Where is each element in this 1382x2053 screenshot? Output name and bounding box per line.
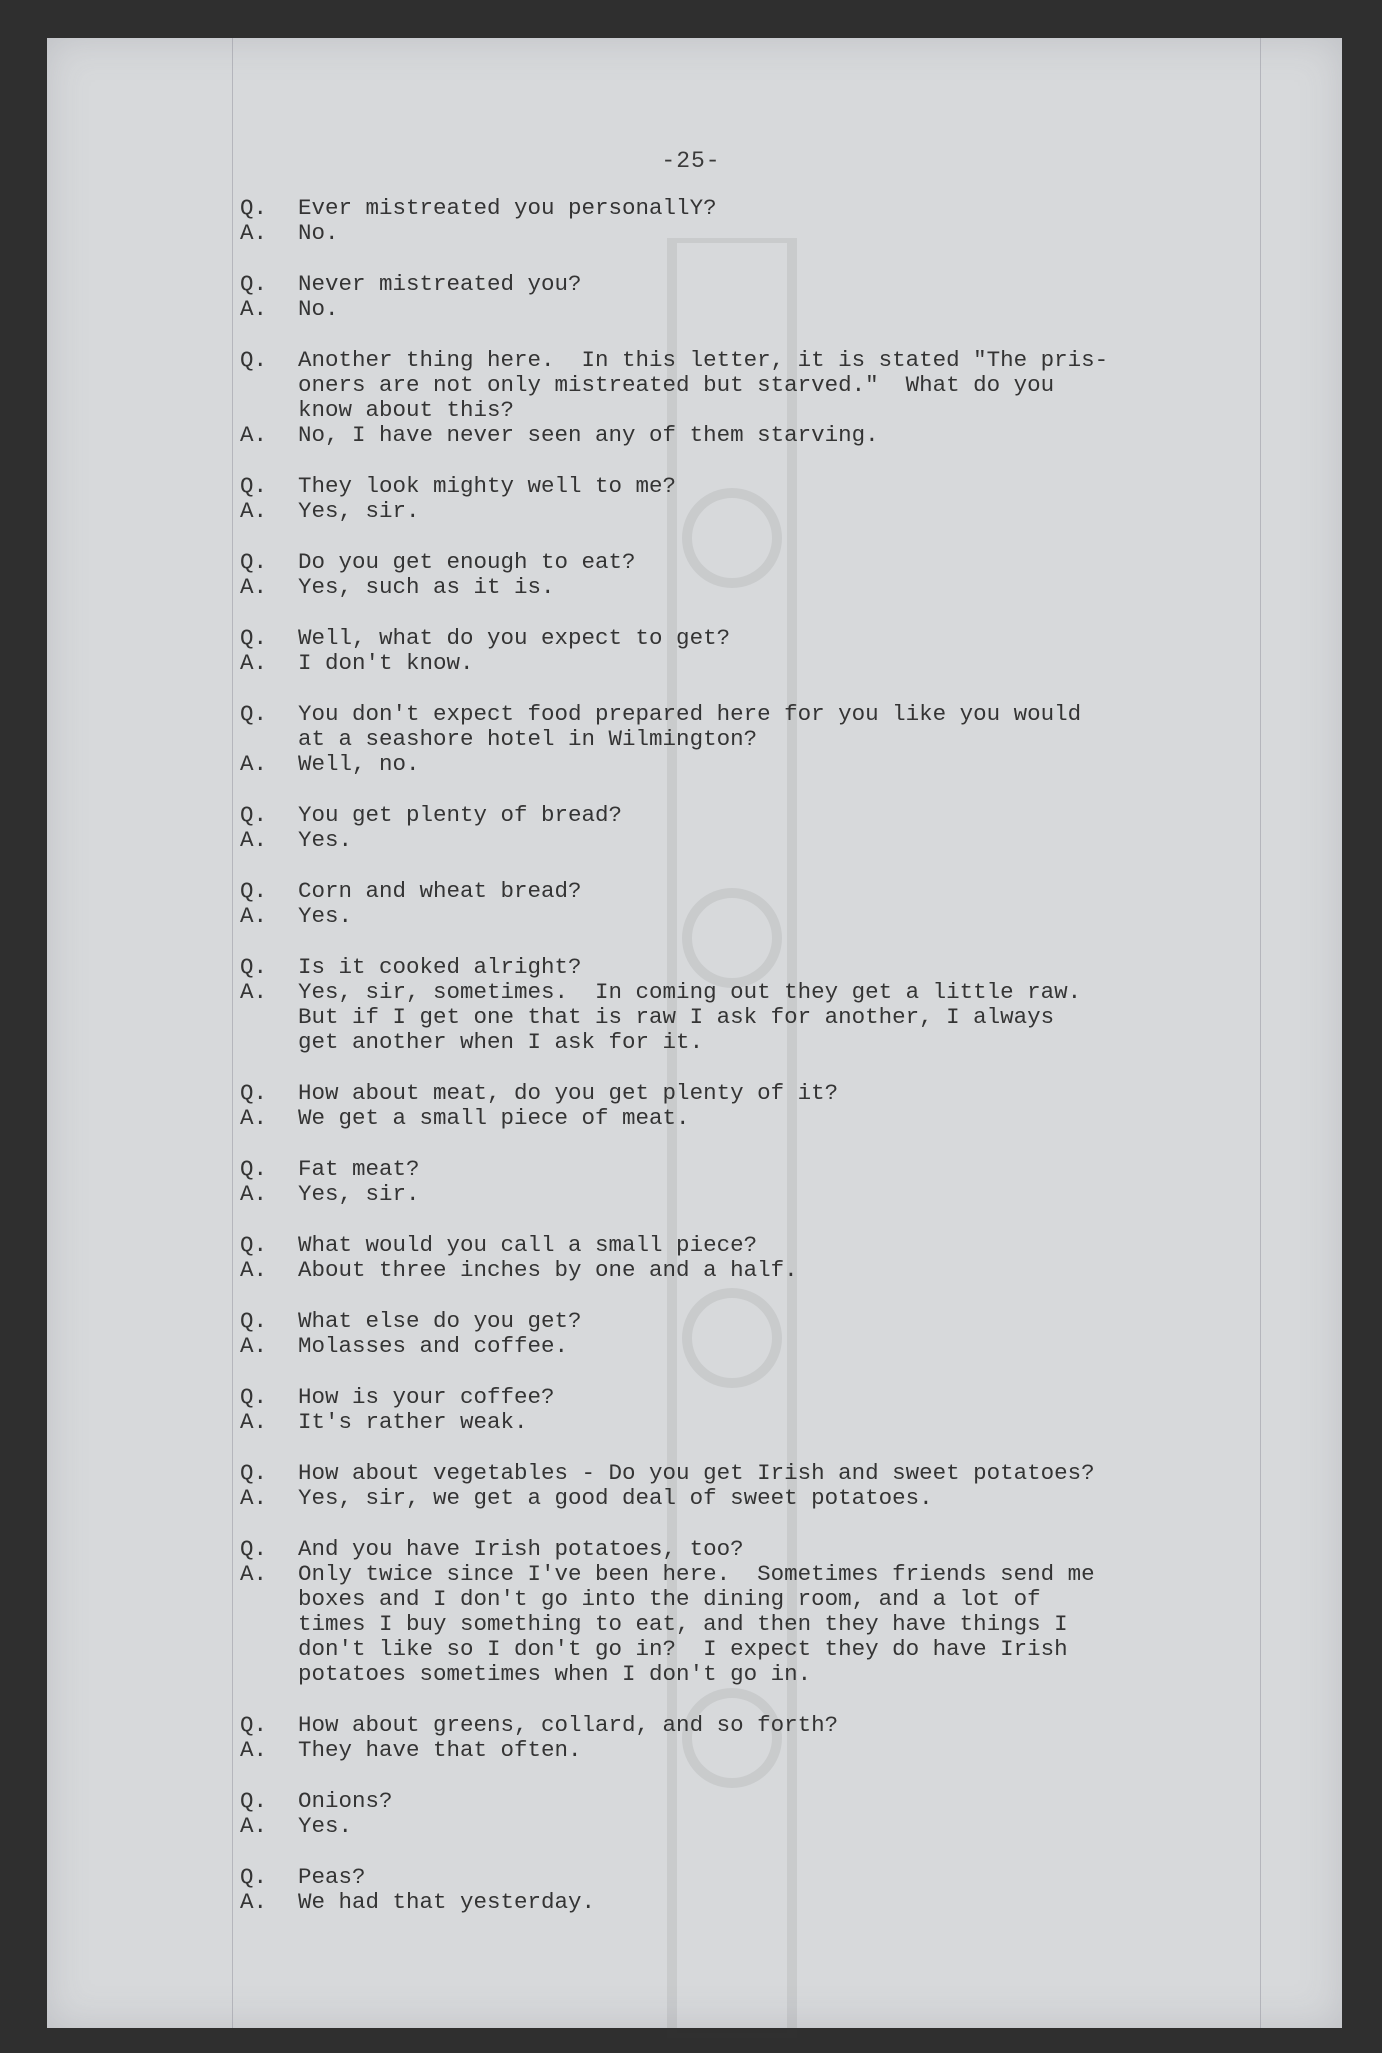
answer-marker: A.	[240, 1181, 268, 1207]
qa-exchange	[240, 879, 1240, 929]
answer-line	[240, 1410, 1240, 1435]
qa-exchange	[240, 272, 1240, 322]
question-marker: Q.	[240, 1384, 268, 1410]
qa-exchange	[240, 1233, 1240, 1283]
question-text: You don't expect food prepared here for you like you would at a seashore hotel in Wilmington?	[298, 701, 1082, 752]
answer-text: Yes, sir.	[298, 498, 420, 524]
question-text: Peas?	[298, 1864, 366, 1890]
transcript	[240, 196, 1240, 1941]
question-marker: Q.	[240, 1156, 268, 1182]
answer-marker: A.	[240, 827, 268, 853]
answer-marker: A.	[240, 1409, 268, 1435]
qa-exchange	[240, 1713, 1240, 1763]
question-line	[240, 1713, 1240, 1738]
answer-text: Yes.	[298, 1813, 353, 1839]
question-text: What else do you get?	[298, 1308, 582, 1334]
question-text: They look mighty well to me?	[298, 473, 677, 499]
answer-marker: A.	[240, 422, 268, 448]
answer-text: Molasses and coffee.	[298, 1333, 569, 1359]
question-text: Corn and wheat bread?	[298, 878, 582, 904]
question-marker: Q.	[240, 1712, 268, 1738]
question-line	[240, 702, 1240, 752]
question-line	[240, 626, 1240, 651]
question-text: You get plenty of bread?	[298, 802, 623, 828]
answer-marker: A.	[240, 1561, 268, 1587]
question-line	[240, 1789, 1240, 1814]
answer-text: No.	[298, 296, 339, 322]
question-text: How about meat, do you get plenty of it?	[298, 1080, 839, 1106]
answer-marker: A.	[240, 1257, 268, 1283]
answer-line	[240, 1258, 1240, 1283]
answer-text: No.	[298, 220, 339, 246]
question-marker: Q.	[240, 195, 268, 221]
question-line	[240, 1537, 1240, 1562]
question-marker: Q.	[240, 1232, 268, 1258]
page-number: -25-	[661, 148, 721, 174]
answer-text: About three inches by one and a half.	[298, 1257, 798, 1283]
answer-marker: A.	[240, 498, 268, 524]
answer-marker: A.	[240, 1813, 268, 1839]
question-marker: Q.	[240, 1460, 268, 1486]
qa-exchange	[240, 955, 1240, 1055]
answer-marker: A.	[240, 650, 268, 676]
question-marker: Q.	[240, 878, 268, 904]
answer-marker: A.	[240, 574, 268, 600]
answer-text: Yes, sir, we get a good deal of sweet potatoes.	[298, 1485, 933, 1511]
question-marker: Q.	[240, 954, 268, 980]
answer-line	[240, 1334, 1240, 1359]
question-marker: Q.	[240, 549, 268, 575]
question-marker: Q.	[240, 701, 268, 727]
question-marker: Q.	[240, 473, 268, 499]
answer-line	[240, 980, 1240, 1055]
question-text: Fat meat?	[298, 1156, 420, 1182]
answer-text: Yes.	[298, 903, 353, 929]
question-line	[240, 348, 1240, 423]
qa-exchange	[240, 626, 1240, 676]
question-marker: Q.	[240, 625, 268, 651]
question-text: How is your coffee?	[298, 1384, 555, 1410]
qa-exchange	[240, 803, 1240, 853]
question-text: Ever mistreated you personallY?	[298, 195, 717, 221]
question-line	[240, 1461, 1240, 1486]
answer-line	[240, 651, 1240, 676]
answer-text: I don't know.	[298, 650, 474, 676]
answer-line	[240, 828, 1240, 853]
question-text: And you have Irish potatoes, too?	[298, 1536, 744, 1562]
answer-text: Yes, sir, sometimes. In coming out they get a little raw. But if I get one that is raw I ask for another, I always get another when I ask for it.	[298, 979, 1082, 1055]
question-line	[240, 879, 1240, 904]
answer-text: We get a small piece of meat.	[298, 1105, 690, 1131]
answer-line	[240, 575, 1240, 600]
answer-text: Yes.	[298, 827, 353, 853]
answer-text: Yes, sir.	[298, 1181, 420, 1207]
question-text: How about greens, collard, and so forth?	[298, 1712, 839, 1738]
qa-exchange	[240, 1865, 1240, 1915]
answer-marker: A.	[240, 1105, 268, 1131]
answer-marker: A.	[240, 1889, 268, 1915]
answer-line	[240, 499, 1240, 524]
question-marker: Q.	[240, 347, 268, 373]
answer-text: They have that often.	[298, 1737, 582, 1763]
question-line	[240, 955, 1240, 980]
qa-exchange	[240, 1461, 1240, 1511]
answer-line	[240, 1486, 1240, 1511]
question-text: Well, what do you expect to get?	[298, 625, 731, 651]
question-line	[240, 1865, 1240, 1890]
answer-text: No, I have never seen any of them starving.	[298, 422, 879, 448]
answer-text: Only twice since I've been here. Sometimes friends send me boxes and I don't go into the dining room, and a lot of times I buy something to eat, and then they have things I don't like so I don't go in? I expect they do have Irish potatoes sometimes when I don't go in.	[298, 1561, 1095, 1687]
question-line	[240, 474, 1240, 499]
question-line	[240, 1157, 1240, 1182]
answer-marker: A.	[240, 1737, 268, 1763]
question-marker: Q.	[240, 802, 268, 828]
question-marker: Q.	[240, 1308, 268, 1334]
qa-exchange	[240, 702, 1240, 777]
answer-text: Yes, such as it is.	[298, 574, 555, 600]
qa-exchange	[240, 1789, 1240, 1839]
margin-rule-left	[232, 38, 233, 2028]
answer-line	[240, 1106, 1240, 1131]
question-line	[240, 550, 1240, 575]
question-text: Another thing here. In this letter, it is stated "The pris- oners are not only mistreated but starved." What do you know about this?	[298, 347, 1109, 423]
question-marker: Q.	[240, 1864, 268, 1890]
qa-exchange	[240, 1081, 1240, 1131]
answer-marker: A.	[240, 1333, 268, 1359]
answer-line	[240, 1814, 1240, 1839]
answer-line	[240, 221, 1240, 246]
question-line	[240, 803, 1240, 828]
question-line	[240, 1309, 1240, 1334]
answer-text: It's rather weak.	[298, 1409, 528, 1435]
question-marker: Q.	[240, 271, 268, 297]
qa-exchange	[240, 196, 1240, 246]
answer-marker: A.	[240, 1485, 268, 1511]
question-text: How about vegetables - Do you get Irish and sweet potatoes?	[298, 1460, 1095, 1486]
question-line	[240, 1233, 1240, 1258]
answer-line	[240, 297, 1240, 322]
question-line	[240, 1081, 1240, 1106]
qa-exchange	[240, 474, 1240, 524]
answer-marker: A.	[240, 751, 268, 777]
qa-exchange	[240, 550, 1240, 600]
question-text: Do you get enough to eat?	[298, 549, 636, 575]
question-text: What would you call a small piece?	[298, 1232, 758, 1258]
answer-line	[240, 752, 1240, 777]
qa-exchange	[240, 1537, 1240, 1687]
answer-text: We had that yesterday.	[298, 1889, 596, 1915]
answer-line	[240, 1562, 1240, 1687]
answer-line	[240, 1738, 1240, 1763]
qa-exchange	[240, 1385, 1240, 1435]
question-text: Never mistreated you?	[298, 271, 582, 297]
answer-line	[240, 423, 1240, 448]
question-marker: Q.	[240, 1788, 268, 1814]
qa-exchange	[240, 348, 1240, 448]
question-marker: Q.	[240, 1080, 268, 1106]
answer-line	[240, 1182, 1240, 1207]
question-text: Onions?	[298, 1788, 393, 1814]
question-line	[240, 196, 1240, 221]
question-marker: Q.	[240, 1536, 268, 1562]
question-line	[240, 272, 1240, 297]
answer-marker: A.	[240, 903, 268, 929]
answer-marker: A.	[240, 296, 268, 322]
answer-marker: A.	[240, 220, 268, 246]
question-line	[240, 1385, 1240, 1410]
answer-line	[240, 904, 1240, 929]
answer-text: Well, no.	[298, 751, 420, 777]
answer-line	[240, 1890, 1240, 1915]
answer-marker: A.	[240, 979, 268, 1005]
qa-exchange	[240, 1309, 1240, 1359]
margin-rule-right	[1260, 38, 1261, 2028]
qa-exchange	[240, 1157, 1240, 1207]
question-text: Is it cooked alright?	[298, 954, 582, 980]
